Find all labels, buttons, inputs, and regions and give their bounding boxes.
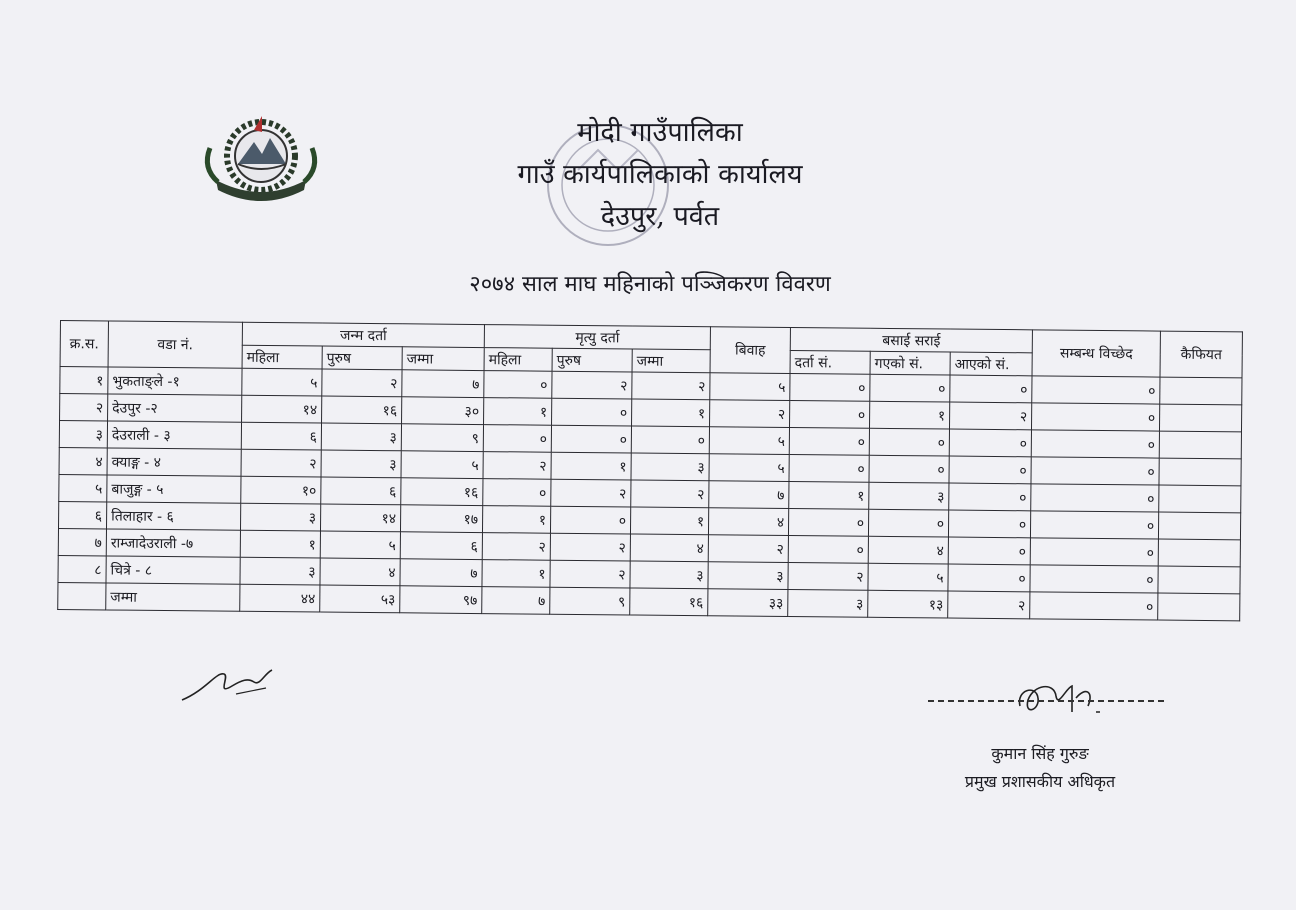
cell-divorce: ० — [1030, 538, 1158, 566]
cell-migration-in: २ — [948, 591, 1030, 619]
cell-birth-female: ३ — [240, 503, 320, 531]
col-migration-in: आएको सं. — [950, 352, 1032, 376]
cell-migration-in: ० — [949, 510, 1031, 538]
cell-migration-out: ० — [870, 374, 950, 402]
cell-marriage: ५ — [710, 373, 790, 401]
cell-ward: देउराली - ३ — [107, 421, 241, 449]
cell-birth-total: १६ — [401, 478, 483, 506]
cell-migration-in: ० — [949, 456, 1031, 484]
cell-death-female: १ — [484, 398, 552, 426]
cell-birth-male: २ — [322, 369, 402, 397]
cell-total-label: जम्मा — [106, 583, 240, 611]
cell-sn: ३ — [59, 421, 107, 448]
col-migration: बसाई सराई — [790, 328, 1032, 353]
cell-death-female: १ — [482, 506, 550, 534]
cell-birth-female: ३ — [240, 557, 320, 585]
municipality-name: मोदी गाउँपालिका — [577, 117, 743, 148]
cell-death-male: ९ — [550, 587, 630, 615]
cell-sn: ७ — [58, 528, 106, 555]
cell-birth-total: १७ — [400, 505, 482, 533]
cell-death-male: ० — [550, 506, 630, 534]
cell-migration-out: ० — [869, 509, 949, 537]
cell-death-total: १६ — [630, 588, 708, 616]
col-sn: क्र.स. — [60, 321, 108, 367]
office-address: देउपुर, पर्वत — [600, 201, 720, 232]
cell-sn: १ — [60, 367, 108, 394]
cell-migration-reg: ० — [790, 401, 870, 429]
cell-sn: ६ — [58, 501, 106, 528]
cell-death-male: ० — [551, 425, 631, 453]
cell-birth-female: १४ — [242, 395, 322, 423]
cell-birth-female: १ — [240, 530, 320, 558]
cell-remarks — [1158, 593, 1240, 621]
cell-ward: देउपुर -२ — [108, 394, 242, 422]
cell-death-total: ४ — [630, 534, 708, 562]
cell-birth-male: ३ — [321, 423, 401, 451]
cell-migration-in: ० — [950, 375, 1032, 403]
signature-left-icon — [176, 660, 286, 710]
cell-marriage: ३ — [708, 562, 788, 590]
cell-remarks — [1159, 431, 1241, 459]
signature-line — [928, 700, 1164, 702]
cell-birth-male: ५३ — [320, 585, 400, 613]
cell-birth-total: ९७ — [400, 586, 482, 614]
cell-migration-out: ५ — [868, 563, 948, 591]
cell-migration-reg: ३ — [788, 590, 868, 618]
cell-death-male: २ — [550, 560, 630, 588]
cell-ward: चित्रे - ८ — [106, 556, 240, 584]
cell-birth-total: ७ — [400, 559, 482, 587]
cell-marriage: ३३ — [708, 589, 788, 617]
cell-death-male: १ — [551, 452, 631, 480]
col-divorce: सम्बन्ध विच्छेद — [1032, 330, 1160, 377]
cell-ward: तिलाहार - ६ — [106, 502, 240, 530]
col-migration-reg: दर्ता सं. — [790, 351, 870, 375]
cell-birth-total: ३० — [402, 397, 484, 425]
cell-remarks — [1159, 485, 1241, 513]
cell-marriage: २ — [710, 400, 790, 428]
cell-migration-out: ० — [869, 428, 949, 456]
cell-death-female: ० — [483, 425, 551, 453]
cell-birth-male: ५ — [320, 531, 400, 559]
cell-marriage: ५ — [709, 427, 789, 455]
col-birth-male: पुरुष — [322, 346, 402, 370]
col-death: मृत्यु दर्ता — [484, 325, 710, 350]
cell-marriage: ७ — [709, 481, 789, 509]
cell-divorce: ० — [1032, 403, 1160, 431]
col-migration-out: गएको सं. — [870, 351, 950, 375]
cell-birth-male: ६ — [321, 477, 401, 505]
col-death-total: जम्मा — [632, 349, 710, 373]
cell-birth-female: ६ — [241, 422, 321, 450]
cell-death-male: ० — [552, 398, 632, 426]
cell-marriage: ४ — [709, 508, 789, 536]
cell-remarks — [1159, 458, 1241, 486]
col-birth-female: महिला — [242, 345, 322, 369]
cell-migration-in: २ — [950, 402, 1032, 430]
cell-death-female: २ — [483, 452, 551, 480]
cell-ward: बाजुङ्ग - ५ — [107, 475, 241, 503]
cell-birth-total: ५ — [401, 451, 483, 479]
cell-divorce: ० — [1031, 457, 1159, 485]
cell-death-female: ० — [483, 479, 551, 507]
cell-migration-reg: ० — [788, 536, 868, 564]
cell-death-total: १ — [632, 399, 710, 427]
office-name: गाउँ कार्यपालिकाको कार्यालय — [517, 159, 803, 190]
cell-remarks — [1158, 566, 1240, 594]
officer-title: प्रमुख प्रशासकीय अधिकृत — [964, 772, 1116, 791]
cell-divorce: ० — [1030, 592, 1158, 620]
officer-block — [920, 740, 1160, 796]
government-emblem-icon — [196, 108, 326, 208]
cell-migration-out: १ — [870, 401, 950, 429]
cell-divorce: ० — [1031, 430, 1159, 458]
col-death-male: पुरुष — [552, 348, 632, 372]
cell-migration-reg: ० — [789, 455, 869, 483]
cell-birth-male: ३ — [321, 450, 401, 478]
cell-birth-female: १० — [241, 476, 321, 504]
cell-remarks — [1160, 404, 1242, 432]
cell-migration-reg: २ — [788, 563, 868, 591]
cell-birth-total: ९ — [401, 424, 483, 452]
registration-table-wrap — [57, 320, 1242, 621]
cell-divorce: ० — [1032, 376, 1160, 404]
col-birth-total: जम्मा — [402, 347, 484, 371]
col-marriage: बिवाह — [710, 327, 790, 374]
cell-death-total: २ — [632, 372, 710, 400]
cell-death-total: ३ — [630, 561, 708, 589]
cell-death-female: १ — [482, 560, 550, 588]
cell-migration-out: ३ — [869, 482, 949, 510]
cell-migration-in: ० — [949, 429, 1031, 457]
report-title: २०७४ साल माघ महिनाको पञ्जिकरण विवरण — [469, 272, 831, 297]
cell-migration-in: ० — [949, 483, 1031, 511]
cell-migration-in: ० — [948, 537, 1030, 565]
cell-birth-male: १४ — [320, 504, 400, 532]
cell-birth-male: १६ — [322, 396, 402, 424]
cell-death-total: ० — [631, 426, 709, 454]
cell-death-total: १ — [630, 507, 708, 535]
cell-death-female: ० — [484, 371, 552, 399]
cell-sn — [58, 582, 106, 609]
cell-marriage: ५ — [709, 454, 789, 482]
cell-migration-reg: १ — [789, 482, 869, 510]
cell-sn: २ — [60, 394, 108, 421]
cell-remarks — [1158, 539, 1240, 567]
cell-ward: राम्जादेउराली -७ — [106, 529, 240, 557]
cell-marriage: २ — [708, 535, 788, 563]
cell-migration-out: १३ — [868, 590, 948, 618]
officer-name: कुमान सिंह गुरुङ — [991, 744, 1089, 763]
cell-birth-female: ४४ — [240, 584, 320, 612]
cell-migration-reg: ० — [789, 428, 869, 456]
col-birth: जन्म दर्ता — [242, 322, 484, 347]
cell-sn: ८ — [58, 555, 106, 582]
col-remarks: कैफियत — [1160, 331, 1242, 378]
cell-birth-total: ६ — [400, 532, 482, 560]
cell-death-male: २ — [552, 371, 632, 399]
cell-sn: ५ — [59, 474, 107, 501]
cell-ward: क्याङ्ग - ४ — [107, 448, 241, 476]
cell-death-total: ३ — [631, 453, 709, 481]
cell-divorce: ० — [1030, 565, 1158, 593]
cell-ward: भुकताङ्ले -१ — [108, 367, 242, 395]
cell-birth-female: ५ — [242, 368, 322, 396]
cell-migration-out: ४ — [868, 536, 948, 564]
cell-death-female: ७ — [482, 587, 550, 615]
cell-migration-reg: ० — [789, 509, 869, 537]
cell-sn: ४ — [59, 447, 107, 474]
col-ward: वडा नं. — [108, 321, 242, 368]
cell-birth-female: २ — [241, 449, 321, 477]
cell-divorce: ० — [1031, 484, 1159, 512]
cell-birth-total: ७ — [402, 370, 484, 398]
cell-migration-in: ० — [948, 564, 1030, 592]
cell-remarks — [1159, 512, 1241, 540]
cell-death-male: २ — [550, 533, 630, 561]
office-header — [440, 112, 880, 238]
cell-death-female: २ — [482, 533, 550, 561]
cell-divorce: ० — [1031, 511, 1159, 539]
cell-death-total: २ — [631, 480, 709, 508]
cell-death-male: २ — [551, 479, 631, 507]
cell-migration-out: ० — [869, 455, 949, 483]
cell-migration-reg: ० — [790, 374, 870, 402]
registration-table — [57, 320, 1243, 621]
col-death-female: महिला — [484, 348, 552, 372]
cell-birth-male: ४ — [320, 558, 400, 586]
cell-remarks — [1160, 377, 1242, 405]
